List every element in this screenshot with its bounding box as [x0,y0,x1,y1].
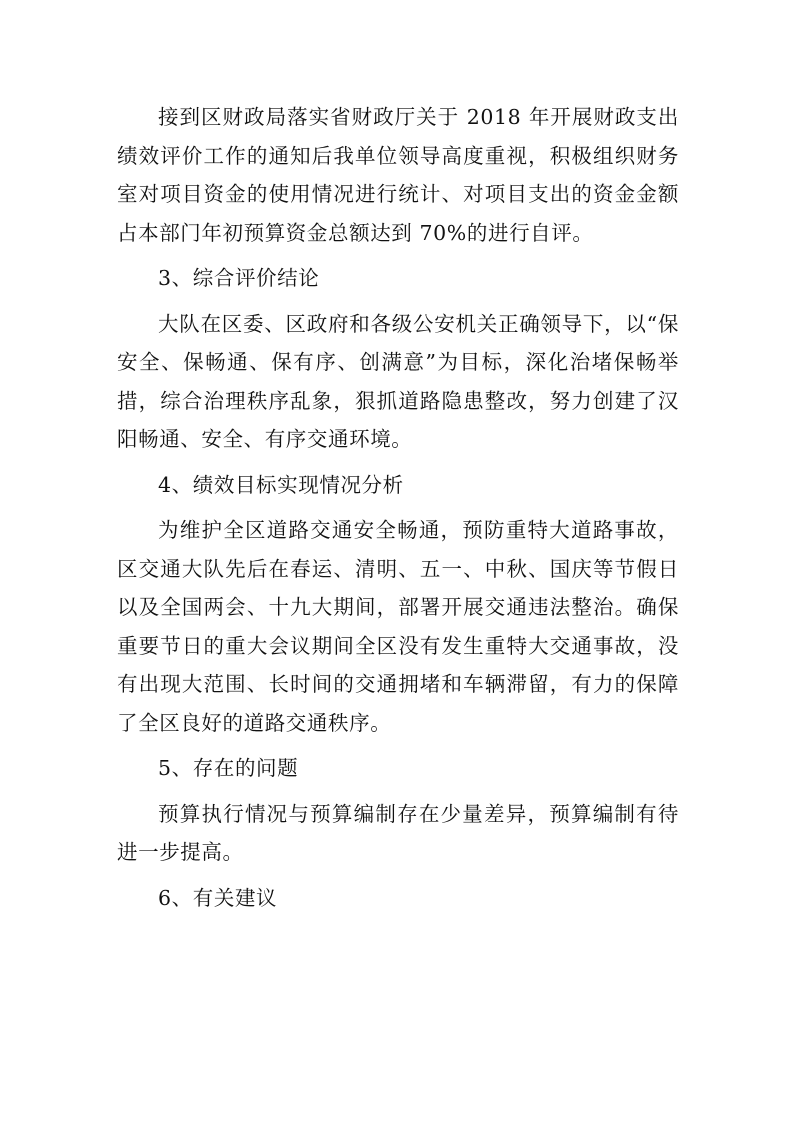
section-4-body: 为维护全区道路交通安全畅通，预防重特大道路事故，区交通大队先后在春运、清明、五一、中秋、国庆等节假日以及全国两会、十九大期间，部署开展交通违法整治。确保重要节日的重大会议期间全区没有发生重特大交通事故，没有出现大范围、长时间的交通拥堵和车辆滞留，有力的保障了全区良好的道路交通秩序。 [117,518,679,735]
section-4-heading: 4、绩效目标实现情况分析 [158,472,404,497]
section-5-body: 预算执行情况与预算编制存在少量差异，预算编制有待进一步提高。 [117,801,679,864]
spacer [117,742,679,749]
document-body [117,98,679,917]
spacer [117,298,679,305]
spacer [117,788,679,795]
spacer [117,252,679,259]
intro-paragraph: 接到区财政局落实省财政厅关于 2018 年开展财政支出绩效评价工作的通知后我单位领导高度重视，积极组织财务室对项目资金的使用情况进行统计、对项目支出的资金金额占本部门年初预算资金总额达到 70%的进行自评。 [117,105,679,245]
spacer [117,459,679,466]
section-3-heading: 3、综合评价结论 [158,266,320,290]
spacer [117,872,679,879]
section-5-heading: 5、存在的问题 [158,756,299,780]
spacer [117,504,679,511]
section-6-heading: 6、有关建议 [158,885,278,910]
section-3-body: 大队在区委、区政府和各级公安机关正确领导下，以“保安全、保畅通、保有序、创满意”为目标，深化治堵保畅举措，综合治理秩序乱象，狠抓道路隐患整改，努力创建了汉阳畅通、安全、有序交通环境。 [117,311,679,451]
